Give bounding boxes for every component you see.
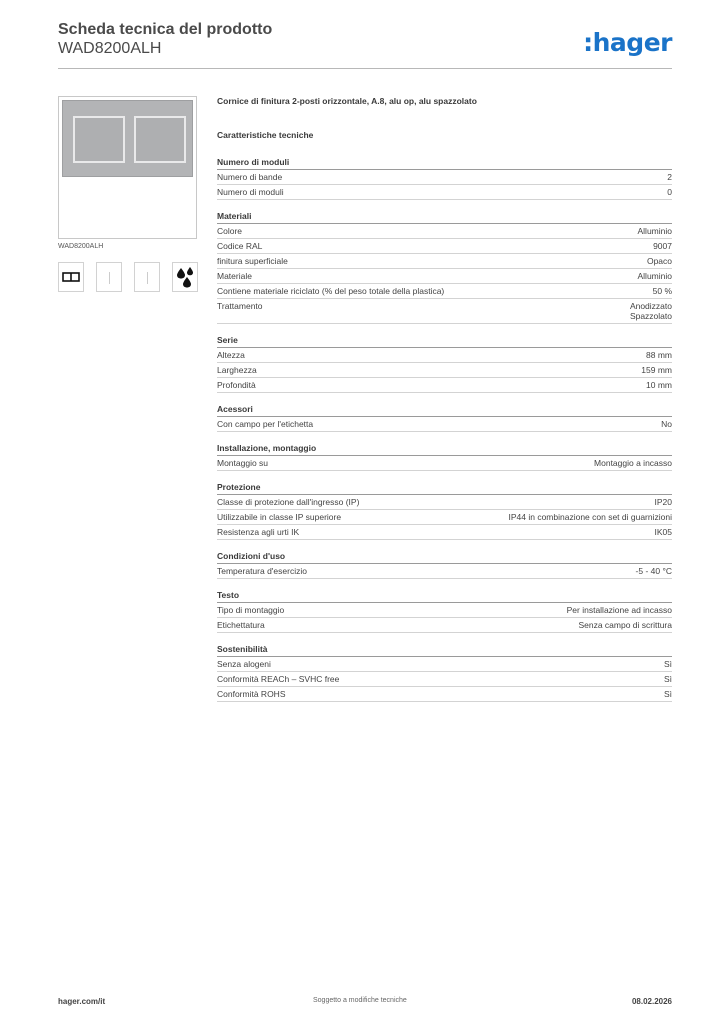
section-title: Materiali: [217, 208, 672, 224]
product-image-caption: WAD8200ALH: [58, 243, 104, 250]
spec-value: 2: [667, 172, 672, 182]
spec-value: Per installazione ad incasso: [566, 605, 672, 615]
spec-value: 0: [667, 187, 672, 197]
frame-slot-right: [134, 116, 186, 163]
page-header: [58, 20, 672, 68]
blank-icon: [96, 262, 122, 292]
double-frame-icon: [58, 262, 84, 292]
spec-value: Montaggio a incasso: [594, 458, 672, 468]
section-spacer: [217, 540, 672, 548]
spec-value: Opaco: [646, 256, 672, 266]
spec-value: 88 mm: [646, 350, 672, 360]
section-spacer: [217, 432, 672, 440]
product-image: [58, 96, 197, 239]
footer-note: Soggetto a modifiche tecniche: [313, 997, 407, 1004]
section-spacer: [217, 200, 672, 208]
spec-value: Sì: [663, 689, 672, 699]
spec-label: Con campo per l'etichetta: [217, 419, 314, 429]
product-code-title: WAD8200ALH: [58, 40, 162, 57]
characteristics-heading: Caratteristiche tecniche: [217, 130, 314, 140]
frame-plate: [62, 100, 193, 177]
spec-value: Senza campo di scrittura: [578, 620, 672, 630]
section-title: Sostenibilità: [217, 641, 672, 657]
spec-label: Colore: [217, 226, 243, 236]
section-spacer: [217, 471, 672, 479]
spec-row: [217, 185, 672, 200]
spec-label: Numero di bande: [217, 172, 283, 182]
spec-label: Tipo di montaggio: [217, 605, 285, 615]
spec-value: Anodizzato Spazzolato: [629, 301, 672, 321]
spec-value: 50 %: [652, 286, 672, 296]
footer-website: hager.com/it: [58, 997, 106, 1006]
spec-row: [217, 672, 672, 687]
spec-row: [217, 603, 672, 618]
spec-row: [217, 378, 672, 393]
section-title: Numero di moduli: [217, 154, 672, 170]
spec-value: IP44 in combinazione con set di guarnizioni: [508, 512, 672, 522]
spec-label: Altezza: [217, 350, 245, 360]
spec-label: Classe di protezione dall'ingresso (IP): [217, 497, 360, 507]
spec-label: Materiale: [217, 271, 252, 281]
spec-label: Conformità REACh – SVHC free: [217, 674, 340, 684]
spec-value: IK05: [654, 527, 672, 537]
spec-value: No: [661, 419, 672, 429]
product-description: Cornice di finitura 2-posti orizzontale, A.8, alu op, alu spazzolato: [217, 96, 477, 106]
spec-label: Montaggio su: [217, 458, 269, 468]
blank-icon: [134, 262, 160, 292]
spec-row: [217, 284, 672, 299]
spec-label: Temperatura d'esercizio: [217, 566, 307, 576]
spec-row: [217, 456, 672, 471]
page-title: Scheda tecnica del prodotto: [58, 21, 273, 38]
spec-value: Sì: [663, 659, 672, 669]
spec-value: -5 - 40 °C: [635, 566, 672, 576]
section-title: Installazione, montaggio: [217, 440, 672, 456]
section-spacer: [217, 633, 672, 641]
spec-value: 10 mm: [646, 380, 672, 390]
spec-value: Alluminio: [637, 271, 672, 281]
spec-label: Etichettatura: [217, 620, 265, 630]
spec-value: 159 mm: [641, 365, 672, 375]
spec-label: Conformità ROHS: [217, 689, 286, 699]
spec-value: Alluminio: [637, 226, 672, 236]
spec-row: [217, 417, 672, 432]
spec-label: finitura superficiale: [217, 256, 288, 266]
spec-label: Senza alogeni: [217, 659, 271, 669]
spec-label: Codice RAL: [217, 241, 263, 251]
water-drops-icon: [172, 262, 198, 292]
spec-row: [217, 687, 672, 702]
spec-row: [217, 254, 672, 269]
spec-row: [217, 170, 672, 185]
spec-value: 9007: [653, 241, 672, 251]
spec-label: Resistenza agli urti IK: [217, 527, 300, 537]
spec-label: Numero di moduli: [217, 187, 284, 197]
footer-date: 08.02.2026: [631, 997, 672, 1006]
section-spacer: [217, 324, 672, 332]
spec-row: [217, 510, 672, 525]
spec-row: [217, 657, 672, 672]
spec-row: [217, 299, 672, 324]
spec-row: [217, 239, 672, 254]
section-spacer: [217, 393, 672, 401]
spec-label: Trattamento: [217, 301, 263, 311]
spec-row: [217, 564, 672, 579]
spec-sections: [217, 154, 672, 702]
spec-value: IP20: [654, 497, 672, 507]
spec-label: Profondità: [217, 380, 256, 390]
spec-row: [217, 363, 672, 378]
spec-label: Larghezza: [217, 365, 257, 375]
section-spacer: [217, 579, 672, 587]
spec-content: [217, 96, 672, 702]
spec-row: [217, 348, 672, 363]
section-title: Serie: [217, 332, 672, 348]
section-title: Condizioni d'uso: [217, 548, 672, 564]
hager-logo: :hager: [583, 28, 672, 57]
header-divider: [58, 68, 672, 69]
spec-row: [217, 495, 672, 510]
frame-slot-left: [73, 116, 125, 163]
section-title: Testo: [217, 587, 672, 603]
spec-label: Utilizzabile in classe IP superiore: [217, 512, 342, 522]
spec-row: [217, 618, 672, 633]
section-title: Acessori: [217, 401, 672, 417]
spec-label: Contiene materiale riciclato (% del peso totale della plastica): [217, 286, 445, 296]
spec-row: [217, 269, 672, 284]
spec-row: [217, 224, 672, 239]
spec-row: [217, 525, 672, 540]
spec-value: Sì: [663, 674, 672, 684]
section-title: Protezione: [217, 479, 672, 495]
